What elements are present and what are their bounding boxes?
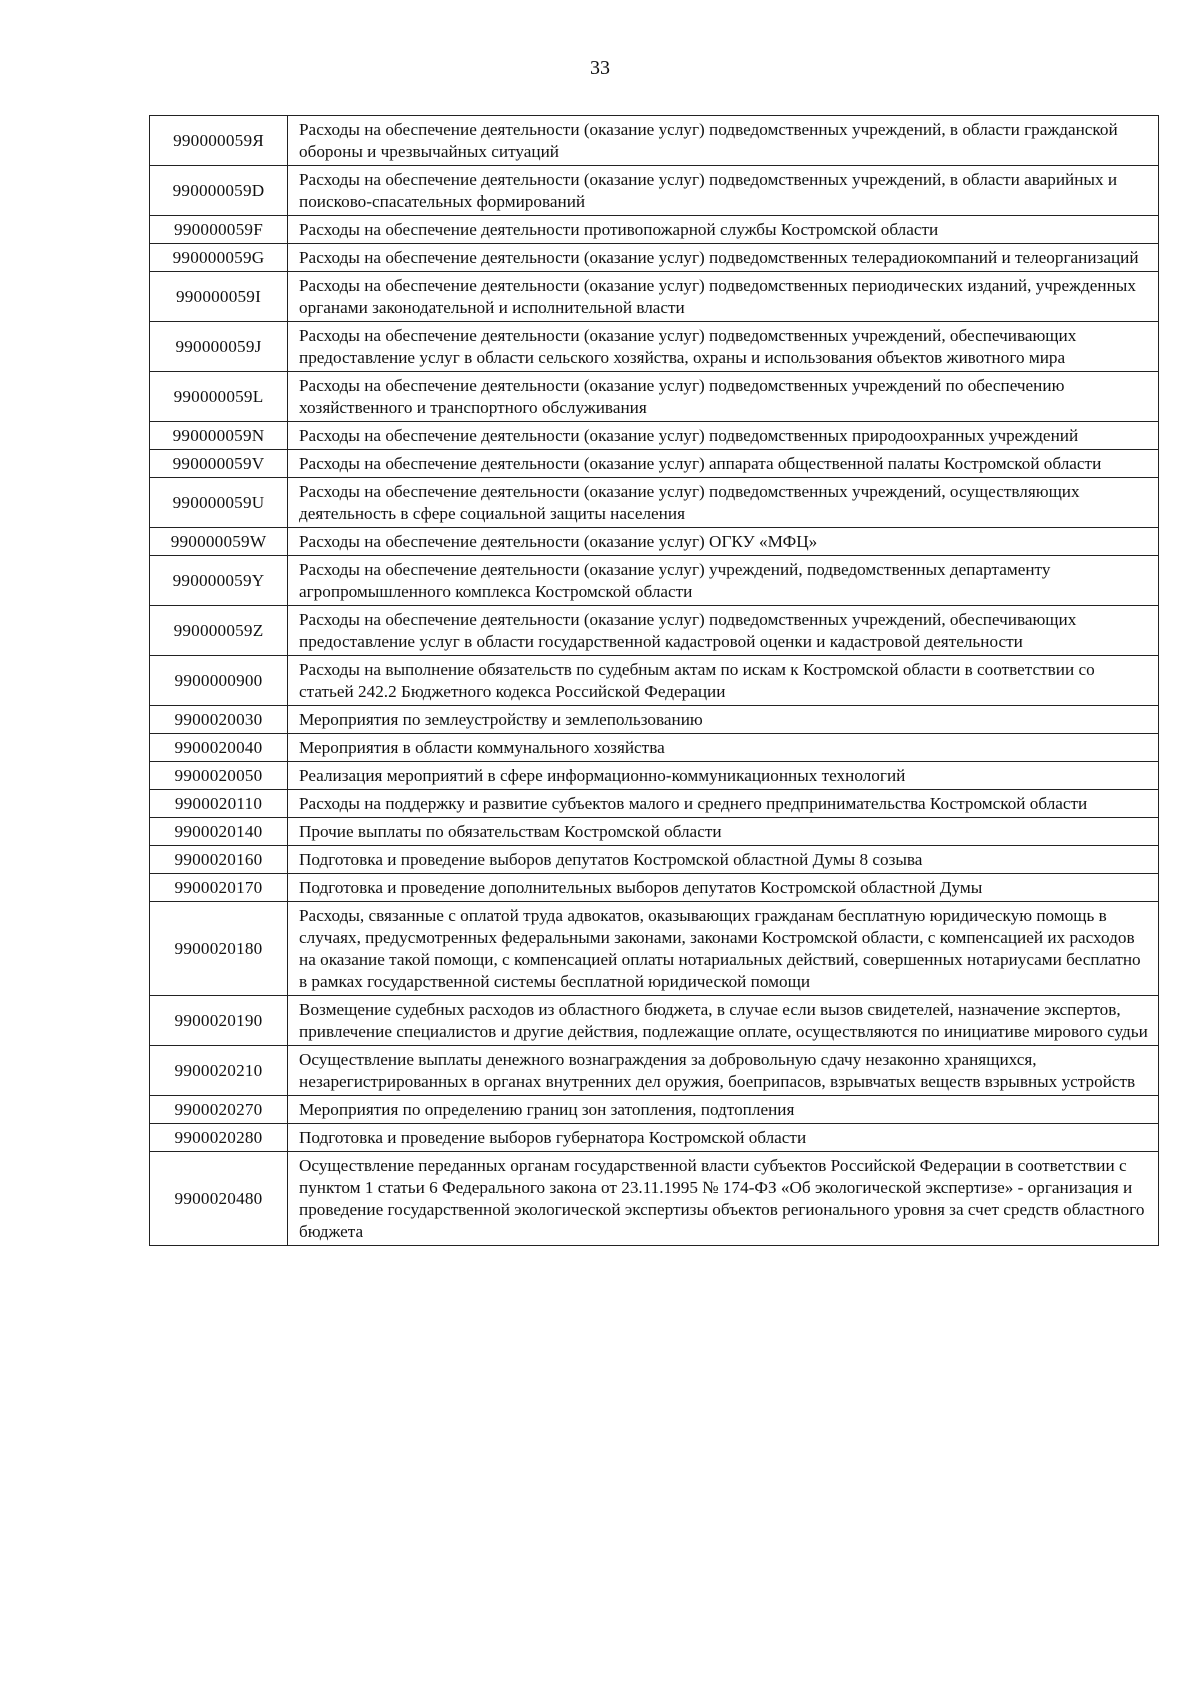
row-code: 9900020170 (150, 874, 288, 902)
table-row (150, 528, 1159, 556)
row-description: Расходы на обеспечение деятельности (оказание услуг) аппарата общественной палаты Костромской области (288, 450, 1159, 478)
table-row (150, 996, 1159, 1046)
table-row (150, 734, 1159, 762)
table-row (150, 790, 1159, 818)
row-description: Расходы на обеспечение деятельности противопожарной службы Костромской области (288, 216, 1159, 244)
table-row (150, 322, 1159, 372)
row-description: Расходы на обеспечение деятельности (оказание услуг) учреждений, подведомственных департаменту агропромышленного комплекса Костромской области (288, 556, 1159, 606)
row-code: 990000059Y (150, 556, 288, 606)
row-description: Расходы на поддержку и развитие субъектов малого и среднего предпринимательства Костромской области (288, 790, 1159, 818)
row-code: 9900020040 (150, 734, 288, 762)
row-description: Мероприятия по землеустройству и землепользованию (288, 706, 1159, 734)
row-description: Подготовка и проведение выборов губернатора Костромской области (288, 1124, 1159, 1152)
row-description: Расходы на обеспечение деятельности (оказание услуг) подведомственных учреждений по обеспечению хозяйственного и транспортного обслуживания (288, 372, 1159, 422)
row-code: 9900000900 (150, 656, 288, 706)
table-row (150, 166, 1159, 216)
row-description: Реализация мероприятий в сфере информационно-коммуникационных технологий (288, 762, 1159, 790)
table-row (150, 556, 1159, 606)
row-code: 9900020180 (150, 902, 288, 996)
row-description: Расходы на обеспечение деятельности (оказание услуг) подведомственных периодических изданий, учрежденных органами законодательной и исполнительной власти (288, 272, 1159, 322)
table-row (150, 902, 1159, 996)
row-code: 990000059F (150, 216, 288, 244)
row-code: 990000059I (150, 272, 288, 322)
row-code: 990000059D (150, 166, 288, 216)
row-description: Прочие выплаты по обязательствам Костромской области (288, 818, 1159, 846)
row-code: 990000059Z (150, 606, 288, 656)
row-description: Расходы на обеспечение деятельности (оказание услуг) подведомственных учреждений, в области аварийных и поисково-спасательных формирований (288, 166, 1159, 216)
table-row (150, 762, 1159, 790)
table-row (150, 706, 1159, 734)
table-row (150, 874, 1159, 902)
row-description: Расходы на выполнение обязательств по судебным актам по искам к Костромской области в соответствии со статьей 242.2 Бюджетного кодекса Российской Федерации (288, 656, 1159, 706)
table-row (150, 818, 1159, 846)
row-description: Расходы на обеспечение деятельности (оказание услуг) подведомственных учреждений, обеспечивающих предоставление услуг в области государственной кадастровой оценки и кадастровой деятельности (288, 606, 1159, 656)
row-code: 9900020030 (150, 706, 288, 734)
row-description: Мероприятия по определению границ зон затопления, подтопления (288, 1096, 1159, 1124)
row-code: 9900020270 (150, 1096, 288, 1124)
table-row (150, 216, 1159, 244)
row-description: Подготовка и проведение выборов депутатов Костромской областной Думы 8 созыва (288, 846, 1159, 874)
row-description: Расходы на обеспечение деятельности (оказание услуг) подведомственных учреждений, в области гражданской обороны и чрезвычайных ситуаций (288, 116, 1159, 166)
table-row (150, 116, 1159, 166)
row-description: Расходы на обеспечение деятельности (оказание услуг) подведомственных учреждений, осуществляющих деятельность в сфере социальной защиты населения (288, 478, 1159, 528)
row-code: 990000059V (150, 450, 288, 478)
row-code: 9900020110 (150, 790, 288, 818)
row-code: 990000059W (150, 528, 288, 556)
page-number: 33 (590, 57, 610, 79)
row-description: Осуществление выплаты денежного вознаграждения за добровольную сдачу незаконно хранящихся, незарегистрированных в органах внутренних дел оружия, боеприпасов, взрывчатых веществ взрывных устройств (288, 1046, 1159, 1096)
row-description: Расходы на обеспечение деятельности (оказание услуг) подведомственных природоохранных учреждений (288, 422, 1159, 450)
row-code: 990000059L (150, 372, 288, 422)
row-code: 9900020280 (150, 1124, 288, 1152)
row-description: Расходы, связанные с оплатой труда адвокатов, оказывающих гражданам бесплатную юридическую помощь в случаях, предусмотренных федеральными законами, законами Костромской области, с компенсацией их расходов на оказание такой помощи, с компенсацией оплаты нотариальных действий, совершенных нотариусами бесплатно в рамках государственной системы бесплатной юридической помощи (288, 902, 1159, 996)
row-description: Осуществление переданных органам государственной власти субъектов Российской Федерации в соответствии с пунктом 1 статьи 6 Федерального закона от 23.11.1995 № 174-ФЗ «Об экологической экспертизе» - организация и проведение государственной экологической экспертизы объектов регионального уровня за счет средств областного бюджета (288, 1152, 1159, 1246)
row-code: 9900020160 (150, 846, 288, 874)
row-code: 990000059U (150, 478, 288, 528)
table-row (150, 1046, 1159, 1096)
row-description: Подготовка и проведение дополнительных выборов депутатов Костромской областной Думы (288, 874, 1159, 902)
row-code: 990000059J (150, 322, 288, 372)
row-description: Расходы на обеспечение деятельности (оказание услуг) подведомственных телерадиокомпаний и телеорганизаций (288, 244, 1159, 272)
table-row (150, 272, 1159, 322)
table-row (150, 606, 1159, 656)
budget-codes-table (149, 115, 1159, 1246)
row-code: 9900020050 (150, 762, 288, 790)
row-description: Расходы на обеспечение деятельности (оказание услуг) ОГКУ «МФЦ» (288, 528, 1159, 556)
table-row (150, 656, 1159, 706)
table-row (150, 450, 1159, 478)
table-row (150, 1152, 1159, 1246)
row-description: Возмещение судебных расходов из областного бюджета, в случае если вызов свидетелей, назначение экспертов, привлечение специалистов и другие действия, подлежащие оплате, осуществляются по инициативе мирового судьи (288, 996, 1159, 1046)
table-row (150, 1096, 1159, 1124)
table-row (150, 1124, 1159, 1152)
row-description: Расходы на обеспечение деятельности (оказание услуг) подведомственных учреждений, обеспечивающих предоставление услуг в области сельского хозяйства, охраны и использования объектов животного мира (288, 322, 1159, 372)
table-row (150, 244, 1159, 272)
row-code: 9900020140 (150, 818, 288, 846)
budget-codes-table-body (150, 116, 1159, 1246)
row-code: 9900020480 (150, 1152, 288, 1246)
row-code: 990000059Я (150, 116, 288, 166)
row-code: 9900020190 (150, 996, 288, 1046)
row-description: Мероприятия в области коммунального хозяйства (288, 734, 1159, 762)
row-code: 9900020210 (150, 1046, 288, 1096)
table-row (150, 372, 1159, 422)
table-row (150, 478, 1159, 528)
table-row (150, 422, 1159, 450)
row-code: 990000059G (150, 244, 288, 272)
row-code: 990000059N (150, 422, 288, 450)
table-row (150, 846, 1159, 874)
